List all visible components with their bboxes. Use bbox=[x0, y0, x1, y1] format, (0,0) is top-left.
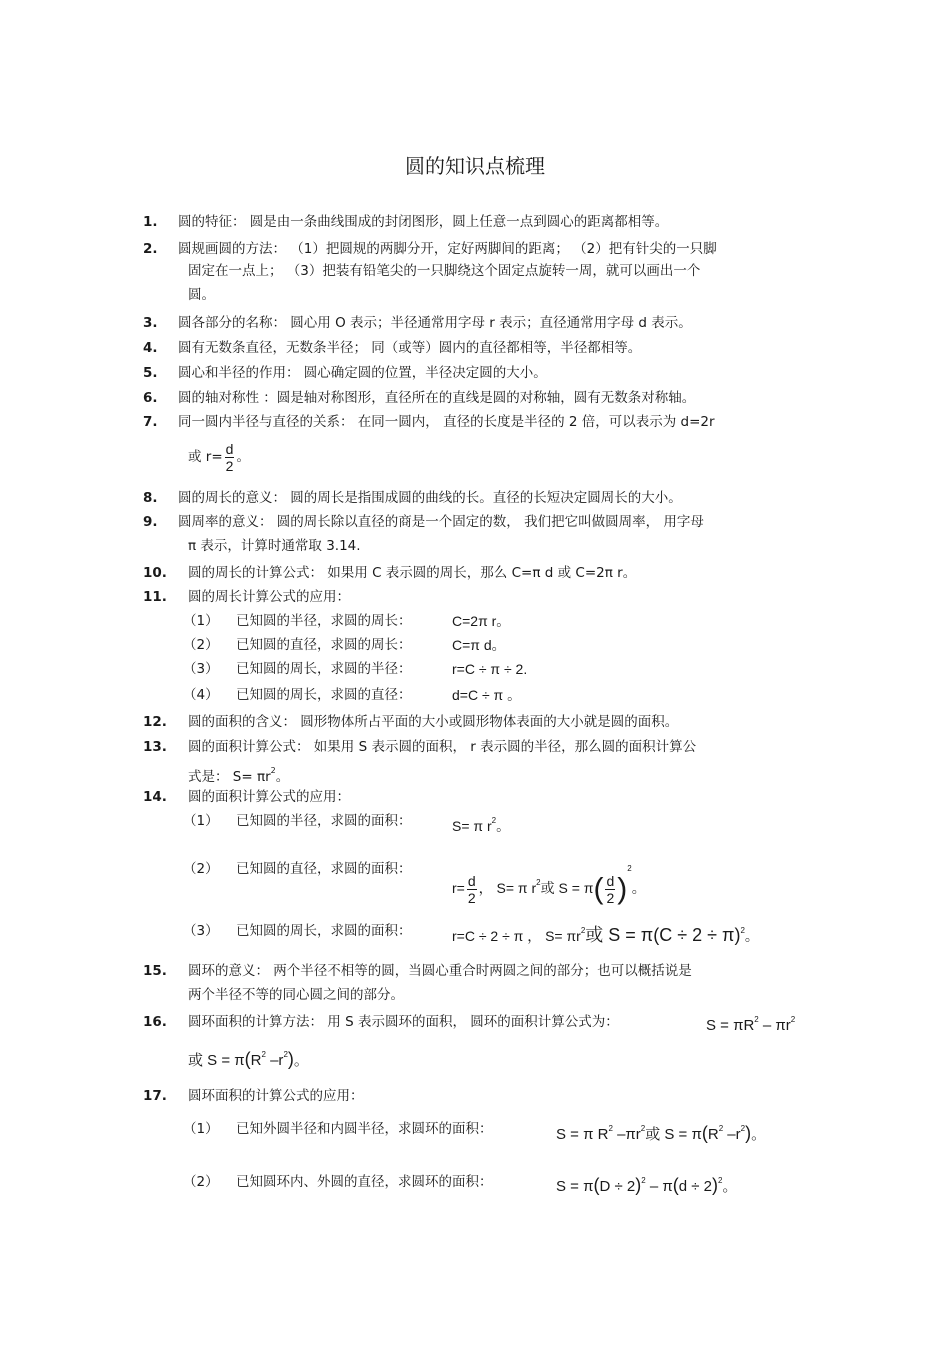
page-title: 圆的知识点梳理 bbox=[405, 154, 545, 178]
sub-formula: $S = \pi(D \div 2)^2 - \pi(d \div 2)^2$。 bbox=[556, 1175, 738, 1195]
item-text: 圆的面积计算公式： 如果用 S 表示圆的面积， r 表示圆的半径，那么圆的面积计算公 bbox=[188, 739, 697, 755]
item-text: 圆的周长的计算公式： 如果用 C 表示圆的周长，那么 C=π d 或 C=2π r。 bbox=[188, 565, 637, 581]
sub-formula: r=C ÷ π ÷ 2. bbox=[452, 661, 528, 677]
fraction: $\frac{d}{2}$ bbox=[467, 872, 476, 906]
item-number: 4. bbox=[143, 340, 158, 356]
sub-question: 已知圆的周长，求圆的半径： bbox=[236, 661, 412, 677]
sub-formula: C=2π r。 bbox=[452, 613, 511, 629]
sub-formula: r=C ÷ 2 ÷ π ， $S= \pi r^2$或 $S = \pi(C \div 2 \div \pi)^2$。 bbox=[452, 925, 759, 945]
sub-question: 已知外圆半径和内圆半径，求圆环的面积： bbox=[236, 1121, 493, 1137]
item-text: 圆周率的意义： 圆的周长除以直径的商是一个固定的数， 我们把它叫做圆周率， 用字母 bbox=[178, 514, 704, 530]
item-number: 9. bbox=[143, 514, 158, 530]
item-number: 11. bbox=[143, 589, 167, 605]
item-number: 5. bbox=[143, 365, 158, 381]
item-text: 圆环面积的计算公式的应用： bbox=[188, 1088, 364, 1104]
item-number: 1. bbox=[143, 214, 158, 230]
sub-key: （2） bbox=[183, 637, 219, 653]
item-formula: 式是： $S= \pi r^2$。 bbox=[188, 766, 290, 785]
item-text: 圆。 bbox=[188, 287, 215, 303]
fraction: $\frac{d}{2}$ bbox=[225, 440, 234, 474]
sub-question: 已知圆的直径，求圆的面积： bbox=[236, 861, 412, 877]
sub-formula: d=C ÷ π 。 bbox=[452, 687, 522, 703]
sub-question: 已知圆的直径，求圆的周长： bbox=[236, 637, 412, 653]
sub-key: （3） bbox=[183, 923, 219, 939]
item-number: 17. bbox=[143, 1088, 167, 1104]
fraction: $\frac{d}{2}$ bbox=[606, 872, 615, 906]
item-text: 固定在一点上； （3）把装有铅笔尖的一只脚绕这个固定点旋转一周，就可以画出一个 bbox=[188, 263, 701, 279]
sub-question: 已知圆的半径，求圆的周长： bbox=[236, 613, 412, 629]
formula-text: 或 r= bbox=[188, 449, 223, 465]
sub-formula: S= π $r^2$。 bbox=[452, 816, 511, 834]
sub-question: 已知圆的周长，求圆的面积： bbox=[236, 923, 412, 939]
item-number: 8. bbox=[143, 490, 158, 506]
sub-key: （2） bbox=[183, 861, 219, 877]
item-formula: 或 r= $\frac{d}{2}$ 。 bbox=[188, 440, 250, 474]
sub-formula: r= $\frac{d}{2}$ ， S= π $r^2$或 S = π( $\frac{d}{2}$ )$^2$。 bbox=[452, 864, 646, 906]
sub-key: （3） bbox=[183, 661, 219, 677]
item-text: 圆的周长的意义： 圆的周长是指围成圆的曲线的长。直径的长短决定圆周长的大小。 bbox=[178, 490, 682, 506]
item-number: 12. bbox=[143, 714, 167, 730]
sub-key: （1） bbox=[183, 613, 219, 629]
item-text: 圆的特征： 圆是由一条曲线围成的封闭图形，圆上任意一点到圆心的距离都相等。 bbox=[178, 214, 669, 230]
sub-key: （2） bbox=[183, 1174, 219, 1190]
item-text: 圆的面积计算公式的应用： bbox=[188, 789, 350, 805]
sub-question: 已知圆的周长，求圆的直径： bbox=[236, 687, 412, 703]
item-number: 14. bbox=[143, 789, 167, 805]
item-text: 两个半径不等的同心圆之间的部分。 bbox=[188, 987, 404, 1003]
sub-key: （1） bbox=[183, 813, 219, 829]
item-text: 圆规画圆的方法： （1）把圆规的两脚分开，定好两脚间的距离； （2）把有针尖的一只脚 bbox=[178, 241, 717, 257]
item-number: 13. bbox=[143, 739, 167, 755]
item-number: 2. bbox=[143, 241, 158, 257]
item-number: 10. bbox=[143, 565, 167, 581]
item-text: π 表示，计算时通常取 3.14. bbox=[188, 538, 361, 554]
item-text: 圆的周长计算公式的应用： bbox=[188, 589, 350, 605]
item-formula: 或 $S = \pi(R^2$ $-r^2$)。 bbox=[188, 1049, 309, 1069]
item-text: 同一圆内半径与直径的关系： 在同一圆内， 直径的长度是半径的 2 倍，可以表示为 d=2r bbox=[178, 414, 715, 430]
item-text: 圆环面积的计算方法： 用 S 表示圆环的面积， 圆环的面积计算公式为： bbox=[188, 1014, 619, 1030]
item-text: 圆环的意义： 两个半径不相等的圆，当圆心重合时两圆之间的部分；也可以概括说是 bbox=[188, 963, 692, 979]
item-number: 16. bbox=[143, 1014, 167, 1030]
sub-formula: C=π d。 bbox=[452, 637, 506, 653]
sub-question: 已知圆环内、外圆的直径，求圆环的面积： bbox=[236, 1174, 493, 1190]
sub-key: （4） bbox=[183, 687, 219, 703]
sub-question: 已知圆的半径，求圆的面积： bbox=[236, 813, 412, 829]
item-number: 3. bbox=[143, 315, 158, 331]
item-formula: $S = \pi R^2 - \pi r^2$ bbox=[706, 1015, 796, 1034]
sub-key: （1） bbox=[183, 1121, 219, 1137]
sub-formula: S = π $R^2$ $-\pi r^2$或 $S = \pi(R^2$ $-r^2$)。 bbox=[556, 1123, 767, 1143]
item-number: 15. bbox=[143, 963, 167, 979]
item-number: 6. bbox=[143, 390, 158, 406]
item-text: 圆各部分的名称： 圆心用 O 表示；半径通常用字母 r 表示；直径通常用字母 d 表示。 bbox=[178, 315, 692, 331]
item-text: 圆的轴对称性 ：圆是轴对称图形，直径所在的直线是圆的对称轴，圆有无数条对称轴。 bbox=[178, 390, 696, 406]
item-text: 圆的面积的含义： 圆形物体所占平面的大小或圆形物体表面的大小就是圆的面积。 bbox=[188, 714, 679, 730]
item-text: 圆有无数条直径，无数条半径； 同（或等）圆内的直径都相等，半径都相等。 bbox=[178, 340, 642, 356]
item-number: 7. bbox=[143, 414, 158, 430]
item-text: 圆心和半径的作用： 圆心确定圆的位置，半径决定圆的大小。 bbox=[178, 365, 547, 381]
